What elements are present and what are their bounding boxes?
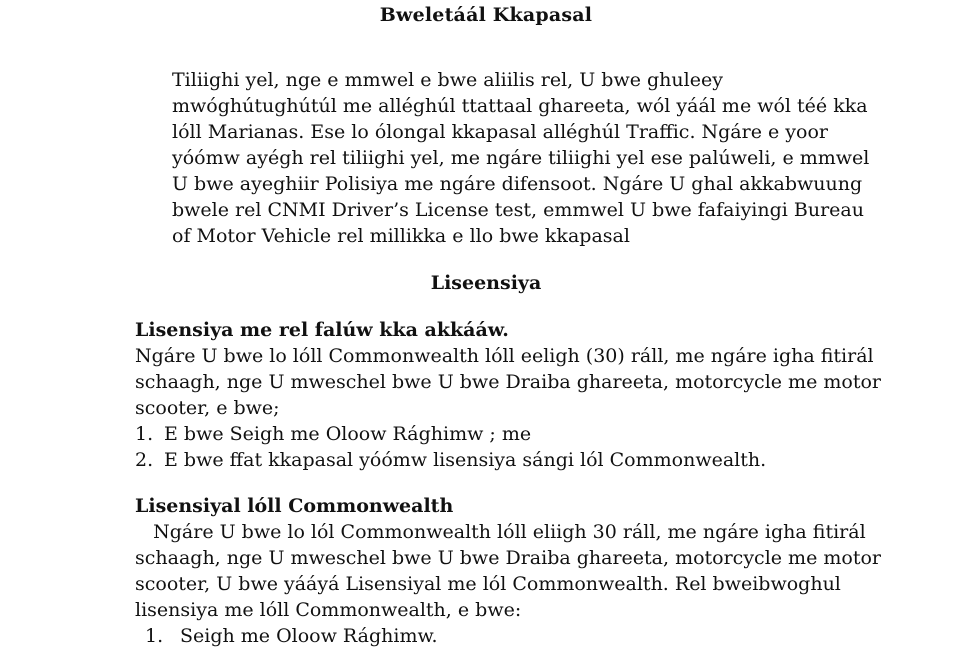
body-line: Ngáre U bwe lo lóll Commonwealth lóll eeligh (30) ráll, me ngáre igha fitirál [135, 345, 874, 367]
intro-line: of Motor Vehicle rel millikka e llo bwe kkapasal [172, 225, 630, 247]
document-title: Bweletáál Kkapasal [379, 4, 593, 26]
body-line: scooter, U bwe yááyá Lisensiyal me lól Commonwealth. Rel bweibwoghul [135, 573, 841, 595]
list-item [135, 623, 875, 649]
list-text: Seigh me Oloow Rághimw. [180, 625, 438, 647]
list-text: E bwe ffat kkapasal yóómw lisensiya sángi lól Commonwealth. [164, 449, 767, 471]
body-line: schaagh, nge U mweschel bwe U bwe Draiba ghareeta, motorcycle me motor [135, 547, 881, 569]
section-heading: Lisensiya me rel falúw kka akkááw. [135, 319, 509, 341]
section-subheading: Liseensiya [430, 272, 542, 294]
list-number: 1. [145, 625, 164, 647]
list-number: 1. [135, 423, 154, 445]
list-item [135, 447, 875, 473]
section-commonwealth-license [135, 493, 881, 649]
intro-line: bwele rel CNMI Driver’s License test, emmwel U bwe fafaiyingi Bureau [172, 199, 864, 221]
intro-line: U bwe ayeghiir Polisiya me ngáre difensoot. Ngáre U ghal akkabwuung [172, 173, 863, 195]
body-line: Ngáre U bwe lo lól Commonwealth lóll eliigh 30 ráll, me ngáre igha fitirál [135, 521, 866, 543]
intro-line: mwóghútughútúl me alléghúl ttattaal ghareeta, wól yáál me wól téé kka [172, 95, 868, 117]
intro-line: Tiliighi yel, nge e mmwel e bwe aliilis rel, U bwe ghuleey [172, 69, 723, 91]
intro-line: yóómw ayégh rel tiliighi yel, me ngáre tiliighi yel ese palúweli, e mmwel [172, 147, 870, 169]
intro-paragraph [172, 67, 872, 249]
body-line: scooter, e bwe; [135, 397, 280, 419]
body-line: lisensiya me lóll Commonwealth, e bwe: [135, 599, 522, 621]
body-line: schaagh, nge U mweschel bwe U bwe Draiba ghareeta, motorcycle me motor [135, 371, 881, 393]
section-visitor-license [135, 317, 881, 473]
intro-line: lóll Marianas. Ese lo ólongal kkapasal alléghúl Traffic. Ngáre e yoor [172, 121, 828, 143]
list-item [135, 421, 875, 447]
list-number: 2. [135, 449, 154, 471]
list-text: E bwe Seigh me Oloow Rághimw ; me [164, 423, 532, 445]
section-heading: Lisensiyal lóll Commonwealth [135, 495, 454, 517]
